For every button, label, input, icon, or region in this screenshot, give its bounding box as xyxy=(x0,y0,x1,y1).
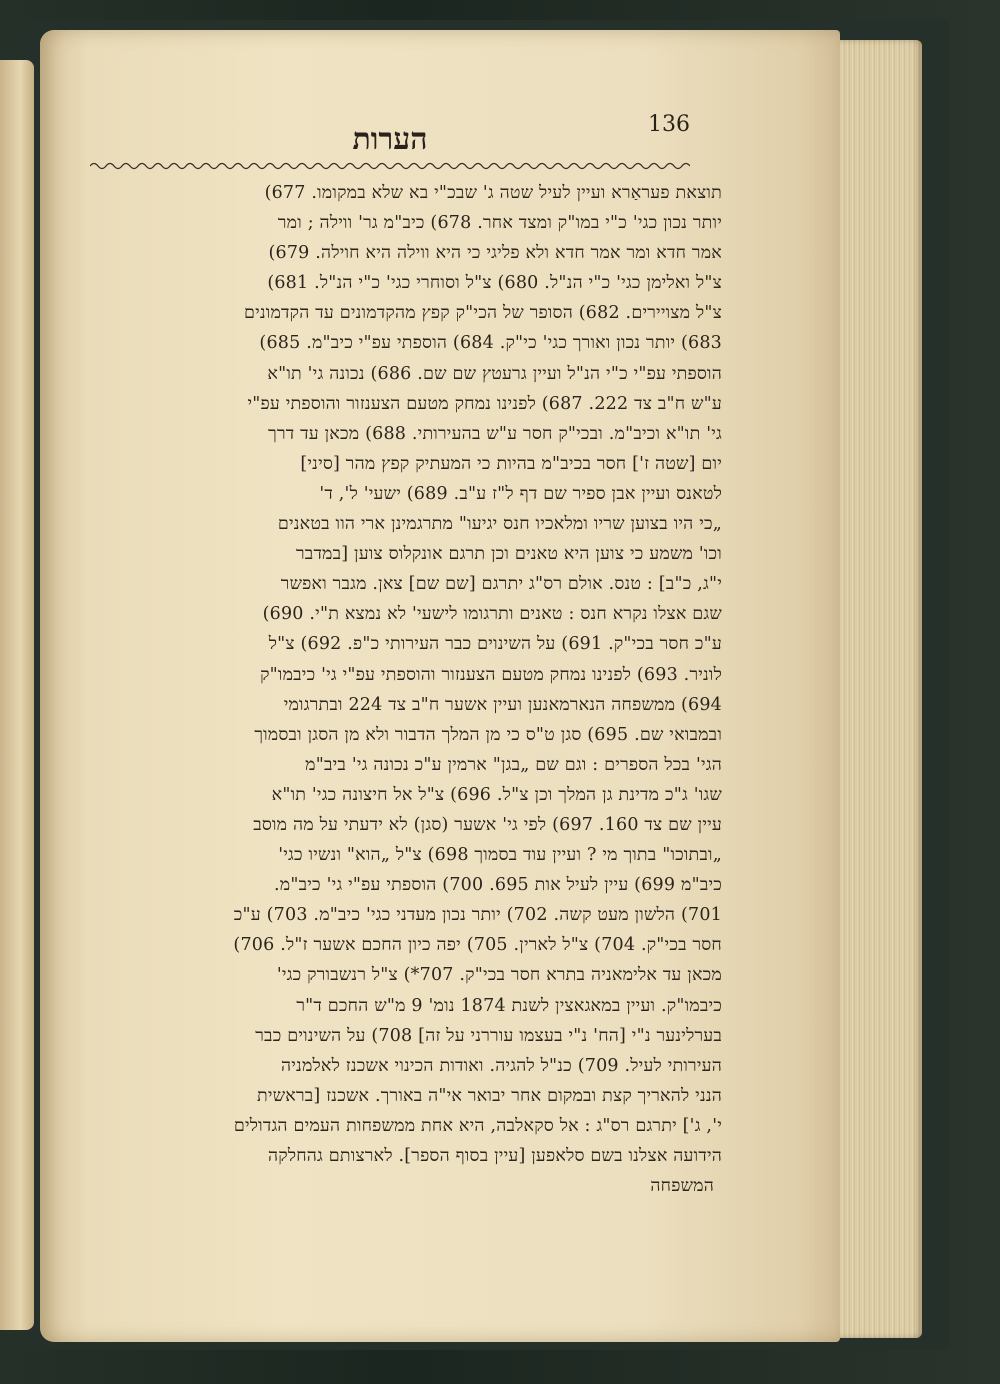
text-line: תוצאת פעראַרא ועיין לעיל שטה ג' שבכ"י בא שלא במקומו. 677) xyxy=(264,183,722,203)
text-line: צ"ל מצויירים. 682) הסופר של הכי"ק קפץ מהקדמונים עד הקדמונים xyxy=(244,303,722,324)
page-header xyxy=(90,110,690,170)
text-line: שגו' ג"כ מדינת גן המלך וכן צ"ל. 696) צ"ל אל חיצונה כגי' תו"א xyxy=(271,784,722,805)
text-line: 701) הלשון מעט קשה. 702) יותר נכון מעדני כגי' כיב"מ. 703) ע"כ xyxy=(233,905,722,926)
text-line: 683) יותר נכון ואורך כגי' כי"ק. 684) הוספתי עפ"י כיב"מ. 685) xyxy=(259,333,722,354)
text-line: הוספתי עפ"י כ"י הנ"ל ועיין גרעטץ שם שם. 686) נכונה גי' תו"א xyxy=(267,363,722,384)
text-line: אמר חדא ומר אמר חדא ולא פליגי כי היא ווילה היא חוילה. 679) xyxy=(268,243,722,264)
running-title: הערות xyxy=(352,122,428,157)
text-line: לוניר. 693) לפנינו נמחק מטעם הצענזור והוספתי עפ"י גי' כיבמו"ק xyxy=(260,664,722,685)
text-line: גי' תו"א וכיב"מ. ובכי"ק חסר ע"ש בהעירותי. 688) מכאן עד דרך xyxy=(268,423,722,444)
text-line: „ובתוכו" בתוך מי ? ועיין עוד בסמוך 698) צ"ל „הוא" ונשיו כגי' xyxy=(278,845,722,866)
text-line: י', ג'] יתרגם רס"ג : אל סקאלבה, היא אחת ממשפחות העמים הגדולים xyxy=(233,1115,722,1136)
text-line: כיבמו"ק. ועיין במאגאצין לשנת 1874 נומ' 9 מ"ש החכם ד"ר xyxy=(296,995,722,1016)
text-line: ע"כ חסר בכי"ק. 691) על השינוים כבר העירותי כ"פ. 692) צ"ל xyxy=(268,634,722,655)
text-line: הנני להאריך קצת ובמקום אחר יבואר אי"ה באורך. אשכנז [בראשית xyxy=(257,1085,722,1106)
text-line: המשפחה xyxy=(650,1176,714,1197)
page-stack-edges xyxy=(826,40,922,1338)
notes-text xyxy=(82,178,722,1201)
text-line: שגם אצלו נקרא חנס : טאנים ותרגומו לישעי' לא נמצא ת"י. 690) xyxy=(262,604,722,625)
text-line: בערלינער נ"י [הח' נ"י בעצמו עוררני על זה] 708) על השינוים כבר xyxy=(255,1025,722,1046)
facing-page-edge xyxy=(0,60,34,1330)
page-number: 136 xyxy=(648,112,690,137)
text-line: ע"ש ח"ב צד 222. 687) לפנינו נמחק מטעם הצענזור והוספתי עפ"י xyxy=(247,393,722,414)
text-line: עיין שם צד 160. 697) לפי גי' אשער (סגן) לא ידעתי על מה מוסב xyxy=(253,814,722,835)
text-line: צ"ל ואלימן כגי' כ"י הנ"ל. 680) צ"ל וסוחרי כגי' כ"י הנ"ל. 681) xyxy=(267,273,722,294)
text-line: ובמבואי שם. 695) סגן ט"ס כי מן המלך הדבור ולא מן הסגן ובסמוך xyxy=(254,724,722,745)
text-line: יום [שטה ז'] חסר בכיב"מ בהיות כי המעתיק קפץ מהר [סיני] xyxy=(300,453,722,474)
wavy-divider xyxy=(90,158,690,174)
text-line: י"ג, כ"ב] : טנס. אולם רס"ג יתרגם [שם שם] צאן. מגבר ואפשר xyxy=(280,574,722,595)
text-line: מכאן עד אלימאניה בתרא חסר בכי"ק. 707*) צ"ל רנשבורק כגי' xyxy=(276,965,722,986)
text-line: העירותי לעיל. 709) כנ"ל להגיה. ואודות הכינוי אשכנז לאלמניה xyxy=(281,1055,722,1076)
text-line: „כי היו בצוען שריו ומלאכיו חנס יגיעו" מתרגמינן ארי הוו בטאנים xyxy=(277,514,722,535)
text-line: 694) ממשפחה הנארמאנען ועיין אשער ח"ב צד 224 ובתרגומי xyxy=(283,694,722,715)
text-line: חסר בכי"ק. 704) צ"ל לארין. 705) יפה כיון החכם אשער ז"ל. 706) xyxy=(233,935,722,956)
text-line: וכו' משמע כי צוען היא טאנים וכן תרגם אונקלוס צוען [במדבר xyxy=(296,544,722,565)
text-line: הגי' בכל הספרים : וגם שם „בגן" ארמין ע"כ נכונה גי' ביב"מ xyxy=(305,754,722,775)
text-line: יותר נכון כגי' כ"י במו"ק ומצד אחר. 678) כיב"מ גר' ווילה ; ומר xyxy=(277,213,722,234)
text-line: כיב"מ 699) עיין לעיל אות 695. 700) הוספתי עפ"י גי' כיב"מ. xyxy=(274,875,722,896)
text-line: הידועה אצלנו בשם סלאפען [עיין בסוף הספר]. לארצותם גהחלקה xyxy=(268,1146,722,1166)
text-line: לטאנס ועיין אבן ספיר שם דף ל"ז ע"ב. 689) ישעי' ל', ד' xyxy=(319,483,722,504)
